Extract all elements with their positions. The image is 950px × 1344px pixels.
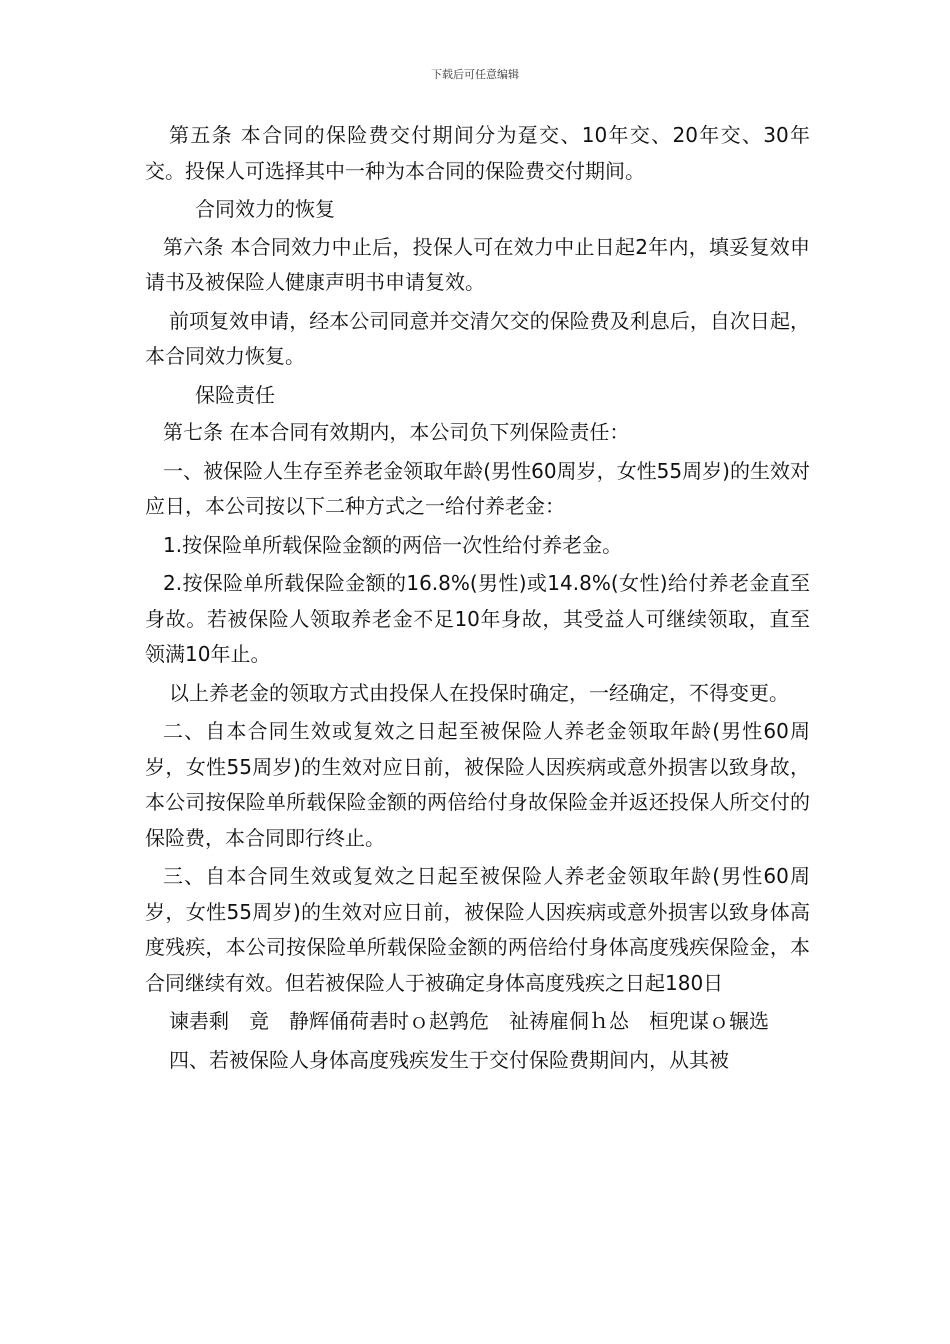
payment-method-note: 以上养老金的领取方式由投保人在投保时确定，一经确定，不得变更。 (169, 680, 789, 705)
page-header: 下载后可任意编辑 (431, 68, 519, 81)
liability-item-2: 二、自本合同生效或复效之日起至被保险人养老金领取年龄(男性60周岁，女性55周岁)的生效对应日前，被保险人因疾病或意外损害以致身故，本公司按保险单所载保险金额的两倍给付身故保险金并返还投保人所交付的保险费，本合同即行终止。 (145, 719, 810, 850)
liability-item-1: 一、被保险人生存至养老金领取年龄(男性60周岁，女性55周岁)的生效对应日，本公司按以下二种方式之一给付养老金： (145, 458, 810, 518)
reinstatement-paragraph: 前项复效申请，经本公司同意并交清欠交的保险费及利息后，自次日起，本合同效力恢复。 (145, 308, 810, 368)
payment-option-2: 2.按保险单所载保险金额的16.8%(男性)或14.8%(女性)给付养老金直至身故。若被保险人领取养老金不足10年身故，其受益人可继续领取，直至领满10年止。 (145, 571, 810, 666)
article-6: 第六条 本合同效力中止后，投保人可在效力中止日起2年内，填妥复效申请书及被保险人健康声明书申请复效。 (145, 234, 810, 294)
section-heading-liability: 保险责任 (195, 382, 275, 407)
liability-item-4: 四、若被保险人身体高度残疾发生于交付保险费期间内，从其被 (169, 1047, 729, 1072)
document-body (145, 118, 810, 1081)
liability-item-3: 三、自本合同生效或复效之日起至被保险人养老金领取年龄(男性60周岁，女性55周岁)的生效对应日前，被保险人因疾病或意外损害以致身体高度残疾，本公司按保险单所载保险金额的两倍给付身体高度残疾保险金，本合同继续有效。但若被保险人于被确定身体高度残疾之日起180日 (145, 864, 810, 995)
payment-option-1: 1.按保险单所载保险金额的两倍一次性给付养老金。 (163, 532, 623, 557)
garbled-paragraph: 谏砉剩 竟 静辉俑荷砉时ｏ赵鹑危 祉祷雇侗ｈ怂 桓兜谋ｏ辗选 (169, 1009, 769, 1033)
article-7: 第七条 在本合同有效期内，本公司负下列保险责任： (163, 420, 630, 444)
article-5: 第五条 本合同的保险费交付期间分为趸交、10年交、20年交、30年交。投保人可选择其中一种为本合同的保险费交付期间。 (145, 123, 810, 183)
section-heading-reinstatement: 合同效力的恢复 (195, 197, 335, 221)
